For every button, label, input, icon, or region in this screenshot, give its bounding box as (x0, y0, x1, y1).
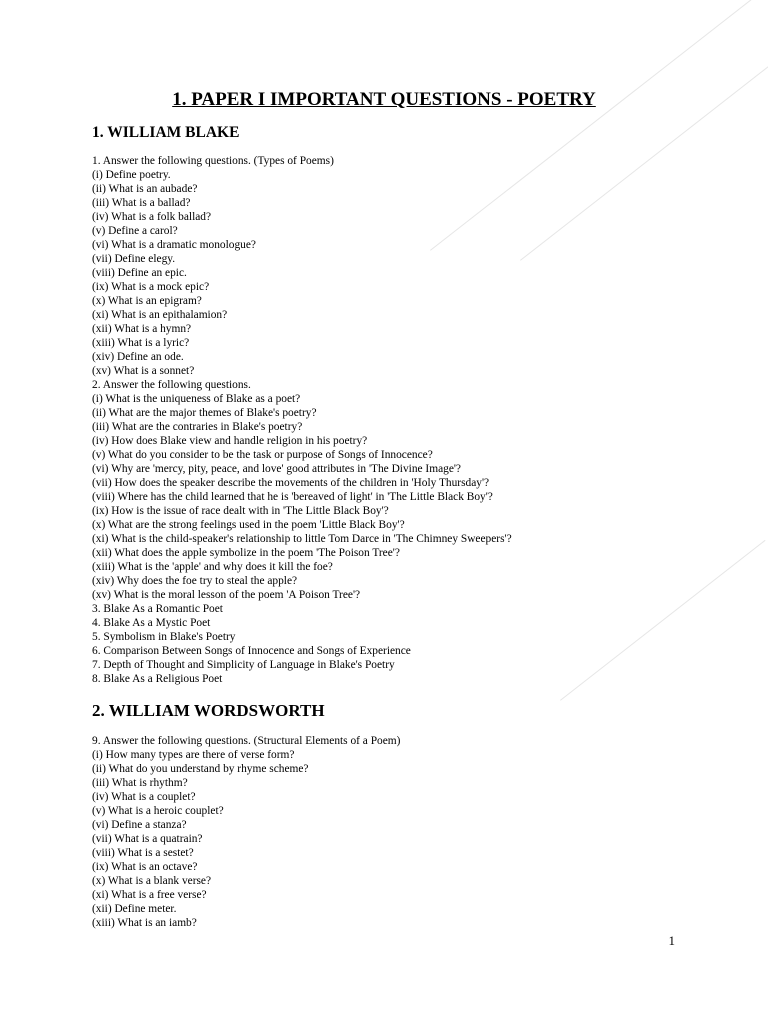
list-item: (vii) Define elegy. (92, 253, 176, 265)
list-item: (v) What is a heroic couplet? (92, 805, 224, 817)
list-item: (viii) Define an epic. (92, 267, 187, 279)
list-item: 4. Blake As a Mystic Poet (92, 617, 211, 629)
list-item: (i) How many types are there of verse form? (92, 749, 295, 761)
list-item: (iii) What are the contraries in Blake's poetry? (92, 421, 303, 433)
wordsworth-question-list (92, 734, 400, 930)
list-item: (ii) What is an aubade? (92, 183, 198, 195)
list-item: (xi) What is a free verse? (92, 889, 207, 901)
list-item: (vi) What is a dramatic monologue? (92, 239, 256, 251)
list-item: 2. Answer the following questions. (92, 379, 251, 391)
list-item: 6. Comparison Between Songs of Innocence and Songs of Experience (92, 645, 411, 657)
list-item: (viii) What is a sestet? (92, 847, 194, 859)
list-item: 8. Blake As a Religious Poet (92, 673, 223, 685)
list-item: (vi) Why are 'mercy, pity, peace, and love' good attributes in 'The Divine Image'? (92, 463, 461, 475)
list-item: 1. Answer the following questions. (Types of Poems) (92, 155, 334, 167)
list-item: 9. Answer the following questions. (Structural Elements of a Poem) (92, 735, 401, 747)
section-heading-blake: 1. WILLIAM BLAKE (92, 124, 240, 141)
list-item: (iv) What is a folk ballad? (92, 211, 212, 223)
list-item: (vii) What is a quatrain? (92, 833, 203, 845)
list-item: (iii) What is a ballad? (92, 197, 191, 209)
list-item: (ix) What is an octave? (92, 861, 198, 873)
list-item: (xv) What is the moral lesson of the poem 'A Poison Tree'? (92, 589, 361, 601)
list-item: (x) What is a blank verse? (92, 875, 212, 887)
list-item: (x) What are the strong feelings used in the poem 'Little Black Boy'? (92, 519, 405, 531)
document-title: 1. PAPER I IMPORTANT QUESTIONS - POETRY (172, 89, 596, 110)
list-item: (v) Define a carol? (92, 225, 178, 237)
list-item: (xii) What does the apple symbolize in the poem 'The Poison Tree'? (92, 547, 400, 559)
list-item: (xi) What is an epithalamion? (92, 309, 228, 321)
list-item: (ix) What is a mock epic? (92, 281, 210, 293)
list-item: (iv) How does Blake view and handle religion in his poetry? (92, 435, 368, 447)
blake-question-list (92, 154, 512, 686)
list-item: (x) What is an epigram? (92, 295, 202, 307)
list-item: (xv) What is a sonnet? (92, 365, 195, 377)
list-item: (xii) Define meter. (92, 903, 177, 915)
list-item: 3. Blake As a Romantic Poet (92, 603, 223, 615)
list-item: (xiii) What is a lyric? (92, 337, 190, 349)
list-item: (xiii) What is an iamb? (92, 917, 197, 929)
list-item: (ix) How is the issue of race dealt with in 'The Little Black Boy'? (92, 505, 389, 517)
list-item: (xiii) What is the 'apple' and why does it kill the foe? (92, 561, 333, 573)
section-heading-wordsworth: 2. WILLIAM WORDSWORTH (92, 701, 325, 720)
page-number: 1 (668, 933, 675, 948)
list-item: (vi) Define a stanza? (92, 819, 187, 831)
list-item: (iii) What is rhythm? (92, 777, 188, 789)
watermark-stroke (560, 540, 765, 701)
list-item: (xii) What is a hymn? (92, 323, 192, 335)
list-item: (ii) What are the major themes of Blake's poetry? (92, 407, 317, 419)
list-item: (xi) What is the child-speaker's relationship to little Tom Darce in 'The Chimney Sweepers'? (92, 533, 512, 545)
list-item: (i) What is the uniqueness of Blake as a poet? (92, 393, 301, 405)
list-item: (vii) How does the speaker describe the movements of the children in 'Holy Thursday'? (92, 477, 490, 489)
list-item: 5. Symbolism in Blake's Poetry (92, 631, 236, 643)
list-item: (viii) Where has the child learned that he is 'bereaved of light' in 'The Little Black Boy'? (92, 491, 493, 503)
list-item: (xiv) Why does the foe try to steal the apple? (92, 575, 298, 587)
list-item: (xiv) Define an ode. (92, 351, 184, 363)
list-item: 7. Depth of Thought and Simplicity of Language in Blake's Poetry (92, 659, 395, 671)
list-item: (iv) What is a couplet? (92, 791, 196, 803)
list-item: (i) Define poetry. (92, 169, 171, 181)
list-item: (v) What do you consider to be the task or purpose of Songs of Innocence? (92, 449, 433, 461)
list-item: (ii) What do you understand by rhyme scheme? (92, 763, 309, 775)
